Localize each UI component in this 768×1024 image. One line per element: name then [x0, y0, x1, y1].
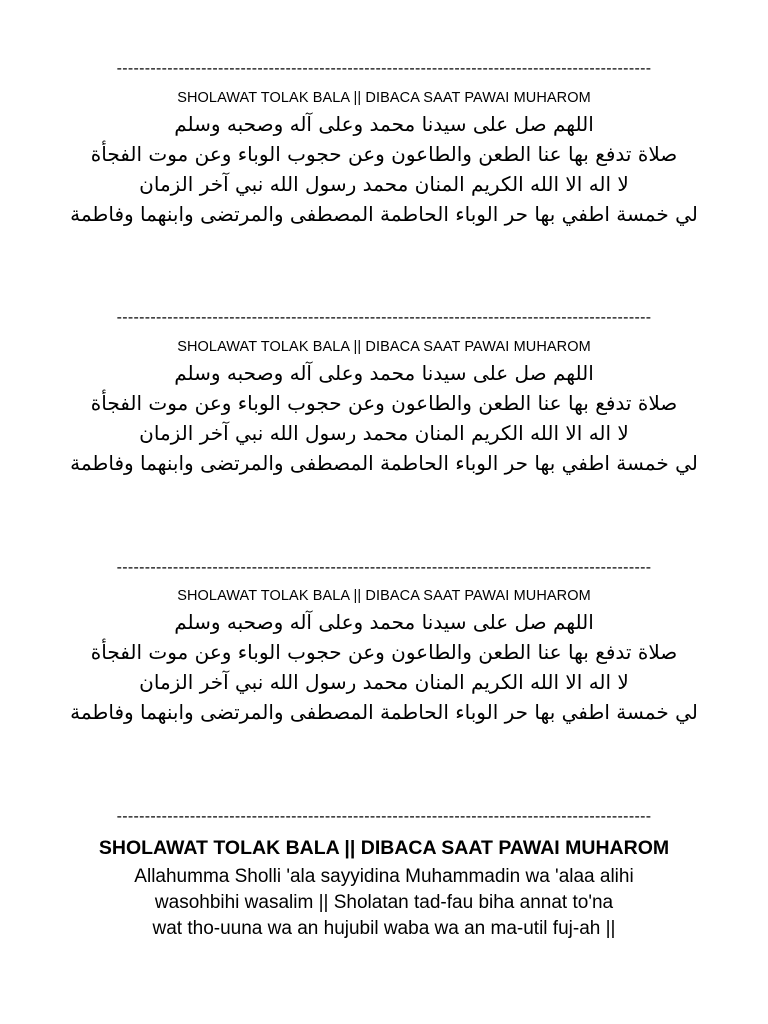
transliteration-line: Allahumma Sholli 'ala sayyidina Muhammadin wa 'alaa alihi: [134, 866, 634, 887]
arabic-line: صلاة تدفع بها عنا الطعن والطاعون وعن حجوب الوباء وعن موت الفجأة: [90, 142, 678, 166]
transliteration-line: wasohbihi wasalim || Sholatan tad-fau biha annat to'na: [154, 892, 614, 913]
arabic-line: اللهم صل على سيدنا محمد وعلى آله وصحبه وسلم: [174, 361, 594, 385]
prayer-section-2: [60, 336, 708, 478]
prayer-section-3: [60, 585, 708, 727]
arabic-line: صلاة تدفع بها عنا الطعن والطاعون وعن حجوب الوباء وعن موت الفجأة: [90, 391, 678, 415]
arabic-line: لا اله الا الله الكريم المنان محمد رسول الله نبي آخر الزمان: [139, 421, 629, 445]
dashed-divider: -----------------------------------------------------------------------------------------------: [116, 810, 652, 824]
arabic-line: صلاة تدفع بها عنا الطعن والطاعون وعن حجوب الوباء وعن موت الفجأة: [90, 640, 678, 664]
prayer-section-1: [60, 87, 708, 229]
section-heading: SHOLAWAT TOLAK BALA || DIBACA SAAT PAWAI MUHAROM: [177, 588, 591, 604]
transliteration-section: [60, 834, 708, 942]
arabic-line: لا اله الا الله الكريم المنان محمد رسول الله نبي آخر الزمان: [139, 172, 629, 196]
arabic-line: لي خمسة اطفي بها حر الوباء الحاطمة المصطفى والمرتضى وابنهما وفاطمة: [70, 451, 698, 475]
arabic-line: لي خمسة اطفي بها حر الوباء الحاطمة المصطفى والمرتضى وابنهما وفاطمة: [70, 700, 698, 724]
dashed-divider: -----------------------------------------------------------------------------------------------: [116, 62, 652, 76]
section-heading: SHOLAWAT TOLAK BALA || DIBACA SAAT PAWAI MUHAROM: [177, 339, 591, 355]
arabic-line: اللهم صل على سيدنا محمد وعلى آله وصحبه وسلم: [174, 610, 594, 634]
dashed-divider: -----------------------------------------------------------------------------------------------: [116, 561, 652, 575]
arabic-line: لا اله الا الله الكريم المنان محمد رسول الله نبي آخر الزمان: [139, 670, 629, 694]
arabic-line: لي خمسة اطفي بها حر الوباء الحاطمة المصطفى والمرتضى وابنهما وفاطمة: [70, 202, 698, 226]
dashed-divider: -----------------------------------------------------------------------------------------------: [116, 311, 652, 325]
section-heading: SHOLAWAT TOLAK BALA || DIBACA SAAT PAWAI MUHAROM: [177, 90, 591, 106]
transliteration-line: wat tho-uuna wa an hujubil waba wa an ma-util fuj-ah ||: [152, 918, 616, 939]
arabic-line: اللهم صل على سيدنا محمد وعلى آله وصحبه وسلم: [174, 112, 594, 136]
transliteration-heading: SHOLAWAT TOLAK BALA || DIBACA SAAT PAWAI MUHAROM: [98, 837, 670, 859]
